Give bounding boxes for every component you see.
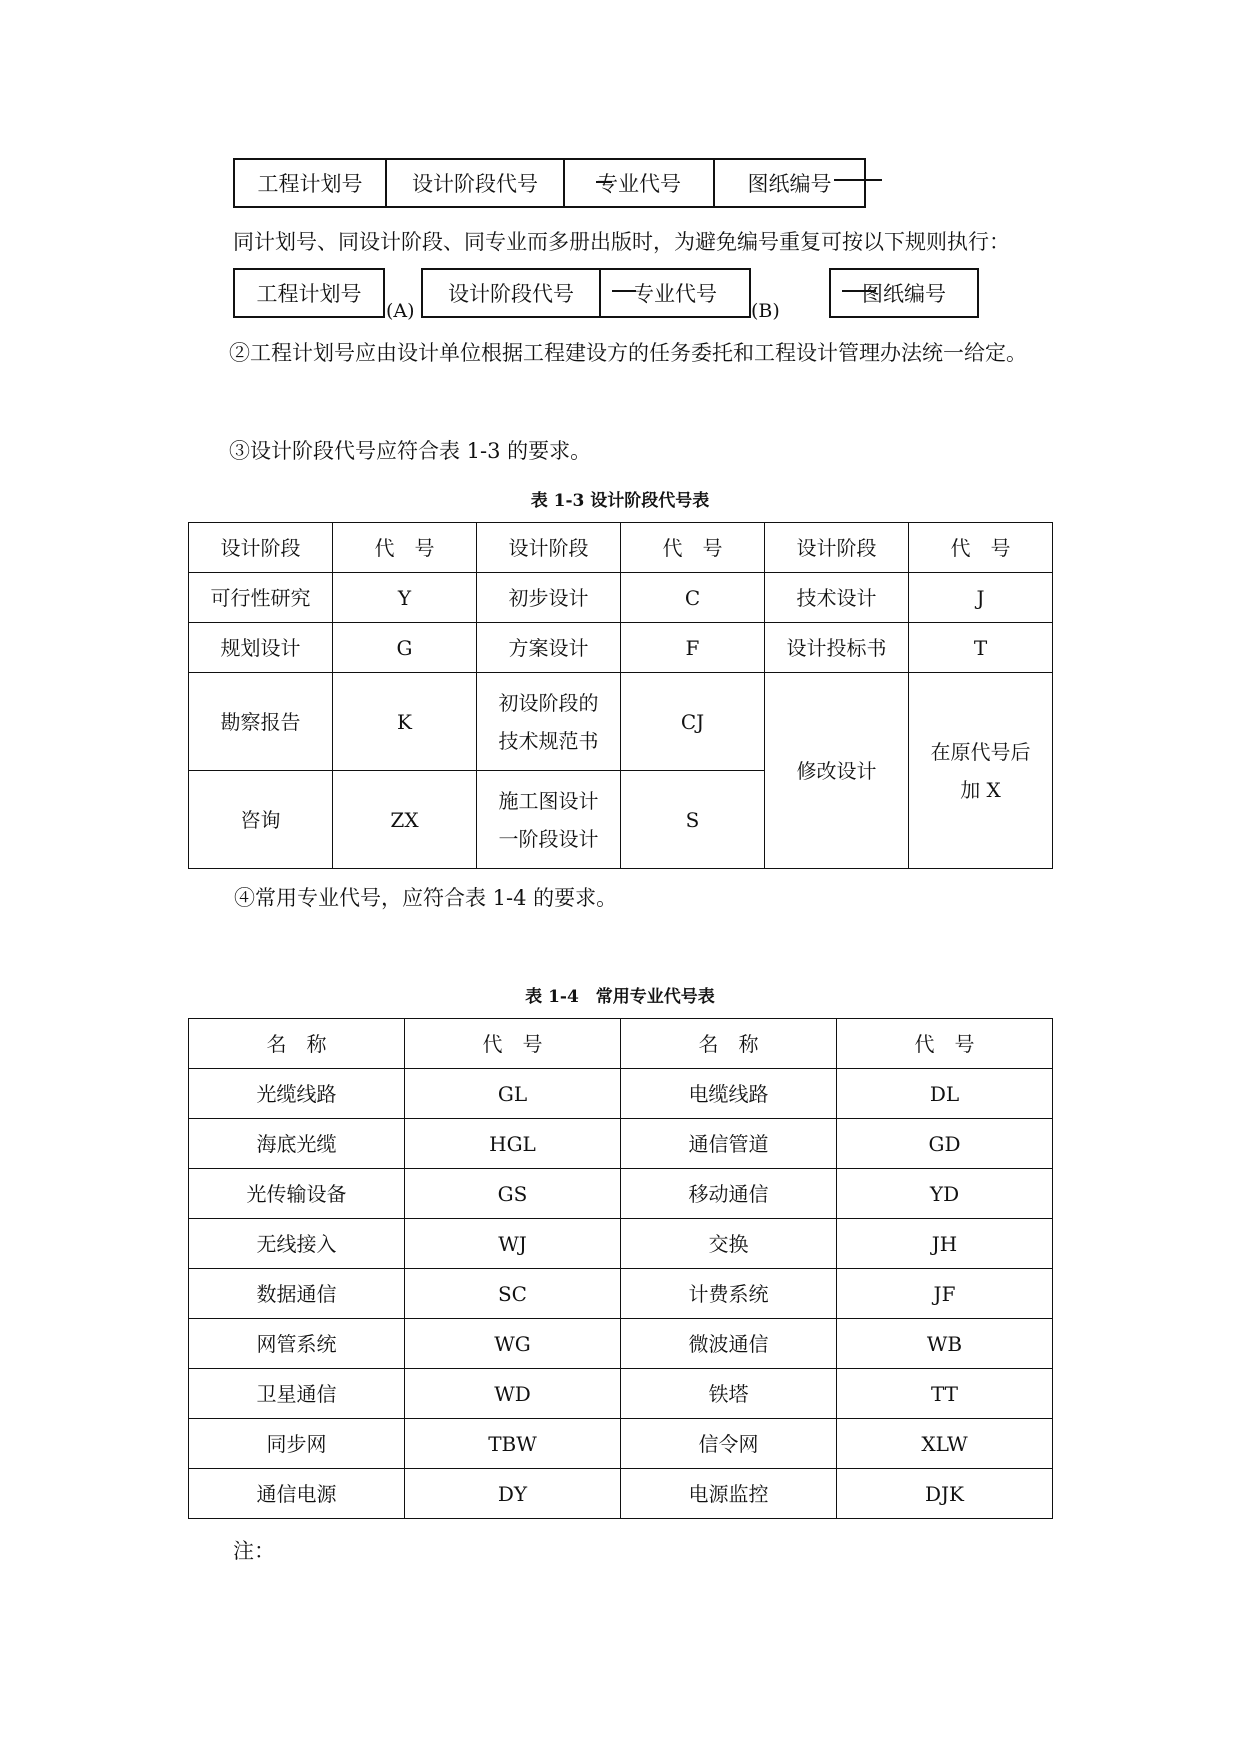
header-cell: 代 号 bbox=[333, 523, 477, 573]
scheme2-box-label: 设计阶段代号 bbox=[448, 282, 574, 306]
table-cell: 设计投标书 bbox=[765, 623, 909, 673]
table-cell: WB bbox=[837, 1319, 1053, 1369]
table-cell: TBW bbox=[405, 1419, 621, 1469]
table-cell: S bbox=[621, 771, 765, 869]
table13-stage-codes bbox=[188, 522, 1053, 869]
table-header-row bbox=[189, 523, 1053, 573]
scheme2-box-label: 图纸编号 bbox=[862, 282, 946, 306]
table-cell: 通信电源 bbox=[189, 1469, 405, 1519]
table-cell-merged: 修改设计 bbox=[765, 673, 909, 869]
table-row bbox=[189, 1219, 1053, 1269]
header-cell: 名 称 bbox=[189, 1019, 405, 1069]
header-cell: 名 称 bbox=[621, 1019, 837, 1069]
label-b: (B) bbox=[751, 300, 780, 322]
table14-caption: 表 1-4 常用专业代号表 bbox=[525, 987, 715, 1007]
table-cell: 技术设计 bbox=[765, 573, 909, 623]
cell-line: 技术规范书 bbox=[498, 728, 599, 753]
table-cell: TT bbox=[837, 1369, 1053, 1419]
table-cell: DJK bbox=[837, 1469, 1053, 1519]
table-cell bbox=[477, 673, 621, 771]
scheme1-box-label: 专业代号 bbox=[597, 172, 681, 196]
table-cell: 初步设计 bbox=[477, 573, 621, 623]
table-cell: 计费系统 bbox=[621, 1269, 837, 1319]
table-cell: GD bbox=[837, 1119, 1053, 1169]
paragraph-plan-number: ②工程计划号应由设计单位根据工程建设方的任务委托和工程设计管理办法统一给定。 bbox=[229, 341, 1027, 365]
label-a: (A) bbox=[386, 300, 415, 322]
table-cell: F bbox=[621, 623, 765, 673]
table-cell: 海底光缆 bbox=[189, 1119, 405, 1169]
header-cell: 设计阶段 bbox=[477, 523, 621, 573]
table-cell: 铁塔 bbox=[621, 1369, 837, 1419]
table-row bbox=[189, 573, 1053, 623]
table-row bbox=[189, 1319, 1053, 1369]
table-cell: 数据通信 bbox=[189, 1269, 405, 1319]
table-row bbox=[189, 1119, 1053, 1169]
table-row bbox=[189, 1069, 1053, 1119]
table-cell: 电缆线路 bbox=[621, 1069, 837, 1119]
table13-caption: 表 1-3 设计阶段代号表 bbox=[530, 491, 710, 511]
table-cell-merged bbox=[909, 673, 1053, 869]
scheme1-box-label: 设计阶段代号 bbox=[412, 172, 538, 196]
scheme1-box-plan-number bbox=[233, 158, 387, 208]
scheme2-box-label: 工程计划号 bbox=[256, 282, 362, 306]
table-cell: CJ bbox=[621, 673, 765, 771]
table-cell: 无线接入 bbox=[189, 1219, 405, 1269]
table-cell: SC bbox=[405, 1269, 621, 1319]
table-row bbox=[189, 1269, 1053, 1319]
table-cell: WJ bbox=[405, 1219, 621, 1269]
table-cell: 交换 bbox=[621, 1219, 837, 1269]
table-cell: 微波通信 bbox=[621, 1319, 837, 1369]
table-cell: 方案设计 bbox=[477, 623, 621, 673]
table-cell: 网管系统 bbox=[189, 1319, 405, 1369]
header-cell: 代 号 bbox=[909, 523, 1053, 573]
table-cell: T bbox=[909, 623, 1053, 673]
paragraph-stage-code: ③设计阶段代号应符合表 1-3 的要求。 bbox=[229, 439, 592, 463]
table-cell: GS bbox=[405, 1169, 621, 1219]
header-cell: 代 号 bbox=[837, 1019, 1053, 1069]
cell-line: 加 X bbox=[960, 777, 1001, 802]
cell-line: 在原代号后 bbox=[930, 739, 1031, 764]
table-cell: WD bbox=[405, 1369, 621, 1419]
table-cell: J bbox=[909, 573, 1053, 623]
table-cell: YD bbox=[837, 1169, 1053, 1219]
cell-line: 初设阶段的 bbox=[498, 690, 599, 715]
table-cell: 勘察报告 bbox=[189, 673, 333, 771]
dash-mark bbox=[612, 290, 636, 292]
paragraph-discipline-code: ④常用专业代号，应符合表 1-4 的要求。 bbox=[234, 886, 618, 910]
table-cell: 光缆线路 bbox=[189, 1069, 405, 1119]
table-cell: Y bbox=[333, 573, 477, 623]
table-cell: HGL bbox=[405, 1119, 621, 1169]
table-header-row bbox=[189, 1019, 1053, 1069]
table-cell: JH bbox=[837, 1219, 1053, 1269]
table-cell: 规划设计 bbox=[189, 623, 333, 673]
table-cell: 信令网 bbox=[621, 1419, 837, 1469]
dash-mark bbox=[834, 179, 882, 181]
header-cell: 代 号 bbox=[405, 1019, 621, 1069]
table-cell bbox=[477, 771, 621, 869]
scheme2-box-stage-code bbox=[421, 268, 601, 318]
table14-discipline-codes bbox=[188, 1018, 1053, 1519]
table-cell: 光传输设备 bbox=[189, 1169, 405, 1219]
table-row bbox=[189, 1419, 1053, 1469]
table-row bbox=[189, 1469, 1053, 1519]
table-cell: 可行性研究 bbox=[189, 573, 333, 623]
table-cell: ZX bbox=[333, 771, 477, 869]
table-cell: GL bbox=[405, 1069, 621, 1119]
header-cell: 代 号 bbox=[621, 523, 765, 573]
scheme2-box-label: 专业代号 bbox=[633, 282, 717, 306]
table-row bbox=[189, 673, 1053, 771]
scheme1-box-label: 图纸编号 bbox=[747, 172, 832, 196]
table-row bbox=[189, 623, 1053, 673]
table-row bbox=[189, 1169, 1053, 1219]
table-cell: C bbox=[621, 573, 765, 623]
scheme2-box-drawing-number bbox=[829, 268, 979, 318]
dash-mark bbox=[842, 290, 876, 292]
scheme1-box-discipline-code bbox=[563, 158, 715, 208]
table-cell: K bbox=[333, 673, 477, 771]
cell-line: 施工图设计 bbox=[498, 788, 599, 813]
table-cell: 同步网 bbox=[189, 1419, 405, 1469]
table-cell: JF bbox=[837, 1269, 1053, 1319]
header-cell: 设计阶段 bbox=[189, 523, 333, 573]
scheme2-box-discipline-code bbox=[599, 268, 751, 318]
table-cell: 移动通信 bbox=[621, 1169, 837, 1219]
rule-text: 同计划号、同设计阶段、同专业而多册出版时，为避免编号重复可按以下规则执行： bbox=[233, 230, 1010, 254]
table-cell: DY bbox=[405, 1469, 621, 1519]
table-cell: 卫星通信 bbox=[189, 1369, 405, 1419]
table-cell: DL bbox=[837, 1069, 1053, 1119]
table-cell: 咨询 bbox=[189, 771, 333, 869]
scheme2-box-plan-number bbox=[233, 268, 385, 318]
note-label: 注： bbox=[233, 1539, 275, 1563]
header-cell: 设计阶段 bbox=[765, 523, 909, 573]
table-cell: 通信管道 bbox=[621, 1119, 837, 1169]
scheme1-box-drawing-number bbox=[713, 158, 866, 208]
scheme1-box-label: 工程计划号 bbox=[257, 172, 363, 196]
strike-mark bbox=[596, 181, 612, 183]
table-cell: G bbox=[333, 623, 477, 673]
table-row bbox=[189, 1369, 1053, 1419]
scheme1-box-stage-code bbox=[385, 158, 565, 208]
table-cell: 电源监控 bbox=[621, 1469, 837, 1519]
cell-line: 一阶段设计 bbox=[498, 826, 599, 851]
table-cell: WG bbox=[405, 1319, 621, 1369]
table-cell: XLW bbox=[837, 1419, 1053, 1469]
